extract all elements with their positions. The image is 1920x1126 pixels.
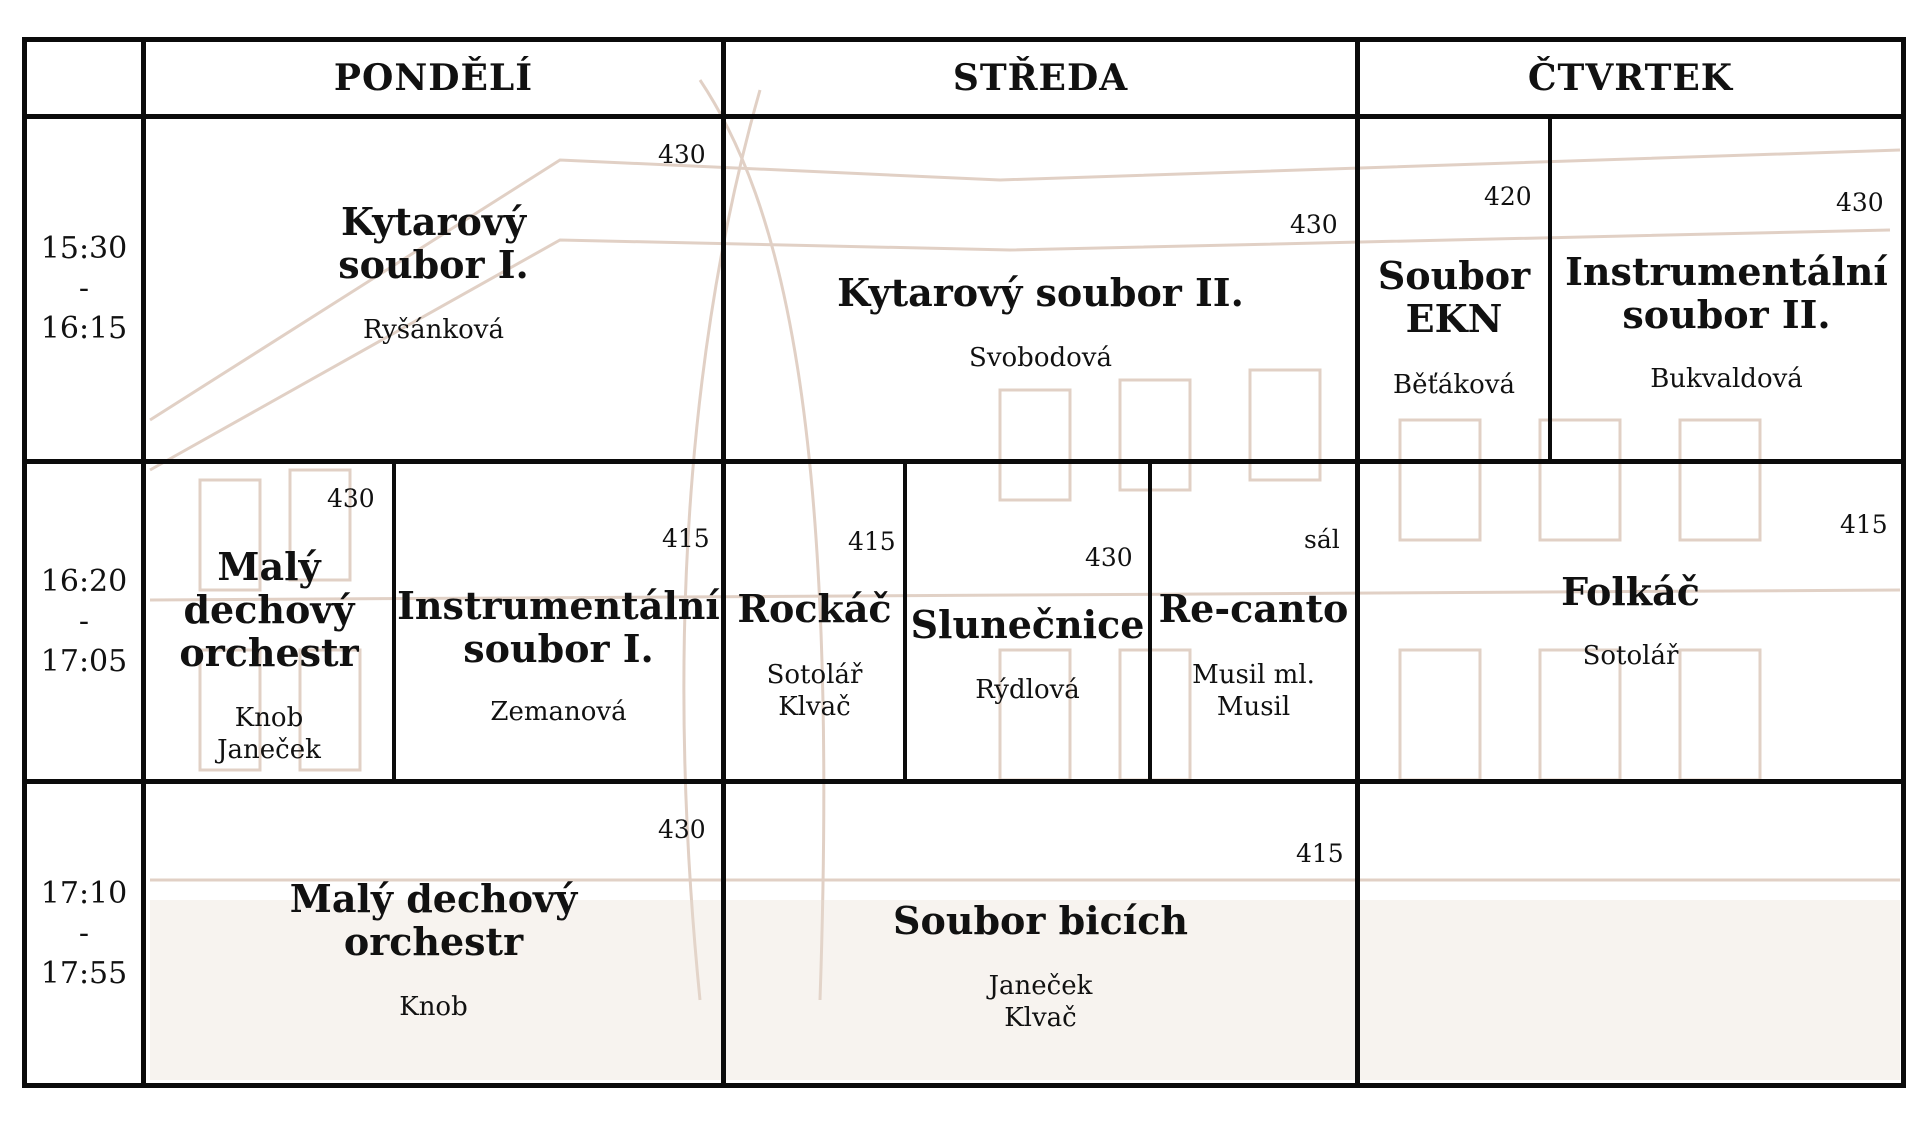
grid-line	[1901, 37, 1906, 1088]
room-number: 415	[1296, 839, 1344, 868]
room-number: 430	[1836, 188, 1884, 217]
time-start: 17:10	[40, 875, 128, 911]
ensemble-name: Re-canto	[1158, 586, 1349, 631]
teacher-name: Knob	[399, 992, 468, 1022]
room-number: 415	[848, 527, 896, 556]
teacher-name: Sotolář Klvač	[766, 660, 863, 722]
ensemble-name: Instrumentální soubor I.	[397, 583, 720, 671]
ensemble-name: Slunečnice	[910, 602, 1145, 647]
empty-slot	[1360, 784, 1901, 1083]
room-number: 430	[1290, 210, 1338, 239]
ensemble-name: Malý dechový orchestr	[179, 544, 359, 675]
grid-line	[22, 459, 1906, 464]
ensemble-name: Kytarový soubor II.	[837, 270, 1244, 315]
time-separator: -	[78, 915, 90, 951]
teacher-name: Běťáková	[1392, 370, 1516, 400]
grid-line	[22, 114, 1906, 119]
teacher-name: Bukvaldová	[1650, 364, 1803, 394]
room-number: 415	[1840, 510, 1888, 539]
teacher-name: Musil ml. Musil	[1192, 660, 1315, 722]
teacher-name: Svobodová	[969, 343, 1112, 373]
teacher-name: Sotolář	[1582, 641, 1679, 671]
room-number: 415	[662, 524, 710, 553]
day-header-monday: PONDĚLÍ	[333, 57, 534, 99]
time-separator: -	[78, 603, 90, 639]
teacher-name: Knob Janeček	[217, 703, 321, 765]
ensemble-name: Instrumentální soubor II.	[1565, 249, 1888, 337]
teacher-name: Rýdlová	[975, 675, 1080, 705]
time-slot-2	[27, 464, 141, 779]
room-number: sál	[1304, 525, 1340, 554]
time-end: 16:15	[40, 311, 128, 346]
teacher-name: Zemanová	[490, 697, 627, 727]
room-number: 430	[658, 140, 706, 169]
teacher-name: Ryšánková	[363, 315, 504, 345]
day-header-thursday: ČTVRTEK	[1527, 57, 1734, 99]
time-end: 17:55	[40, 955, 128, 991]
room-number: 430	[658, 815, 706, 844]
room-number: 430	[327, 484, 375, 513]
teacher-name: Janeček Klvač	[988, 971, 1093, 1033]
time-slot-1	[27, 119, 141, 459]
time-start: 15:30	[40, 231, 128, 266]
room-number: 430	[1085, 543, 1133, 572]
time-end: 17:05	[40, 643, 128, 679]
time-slot-3	[27, 784, 141, 1083]
ensemble-name: Kytarový soubor I.	[338, 199, 529, 287]
ensemble-name: Soubor bicích	[893, 898, 1188, 943]
day-header-wednesday: STŘEDA	[952, 57, 1129, 99]
ensemble-name: Rockáč	[737, 586, 892, 631]
grid-line	[22, 1083, 1906, 1088]
ensemble-name: Folkáč	[1561, 569, 1700, 614]
time-separator: -	[78, 271, 90, 306]
ensemble-name: Soubor EKN	[1377, 253, 1531, 341]
room-number: 420	[1484, 182, 1532, 211]
ensemble-name: Malý dechový orchestr	[289, 876, 578, 964]
time-start: 16:20	[40, 563, 128, 599]
